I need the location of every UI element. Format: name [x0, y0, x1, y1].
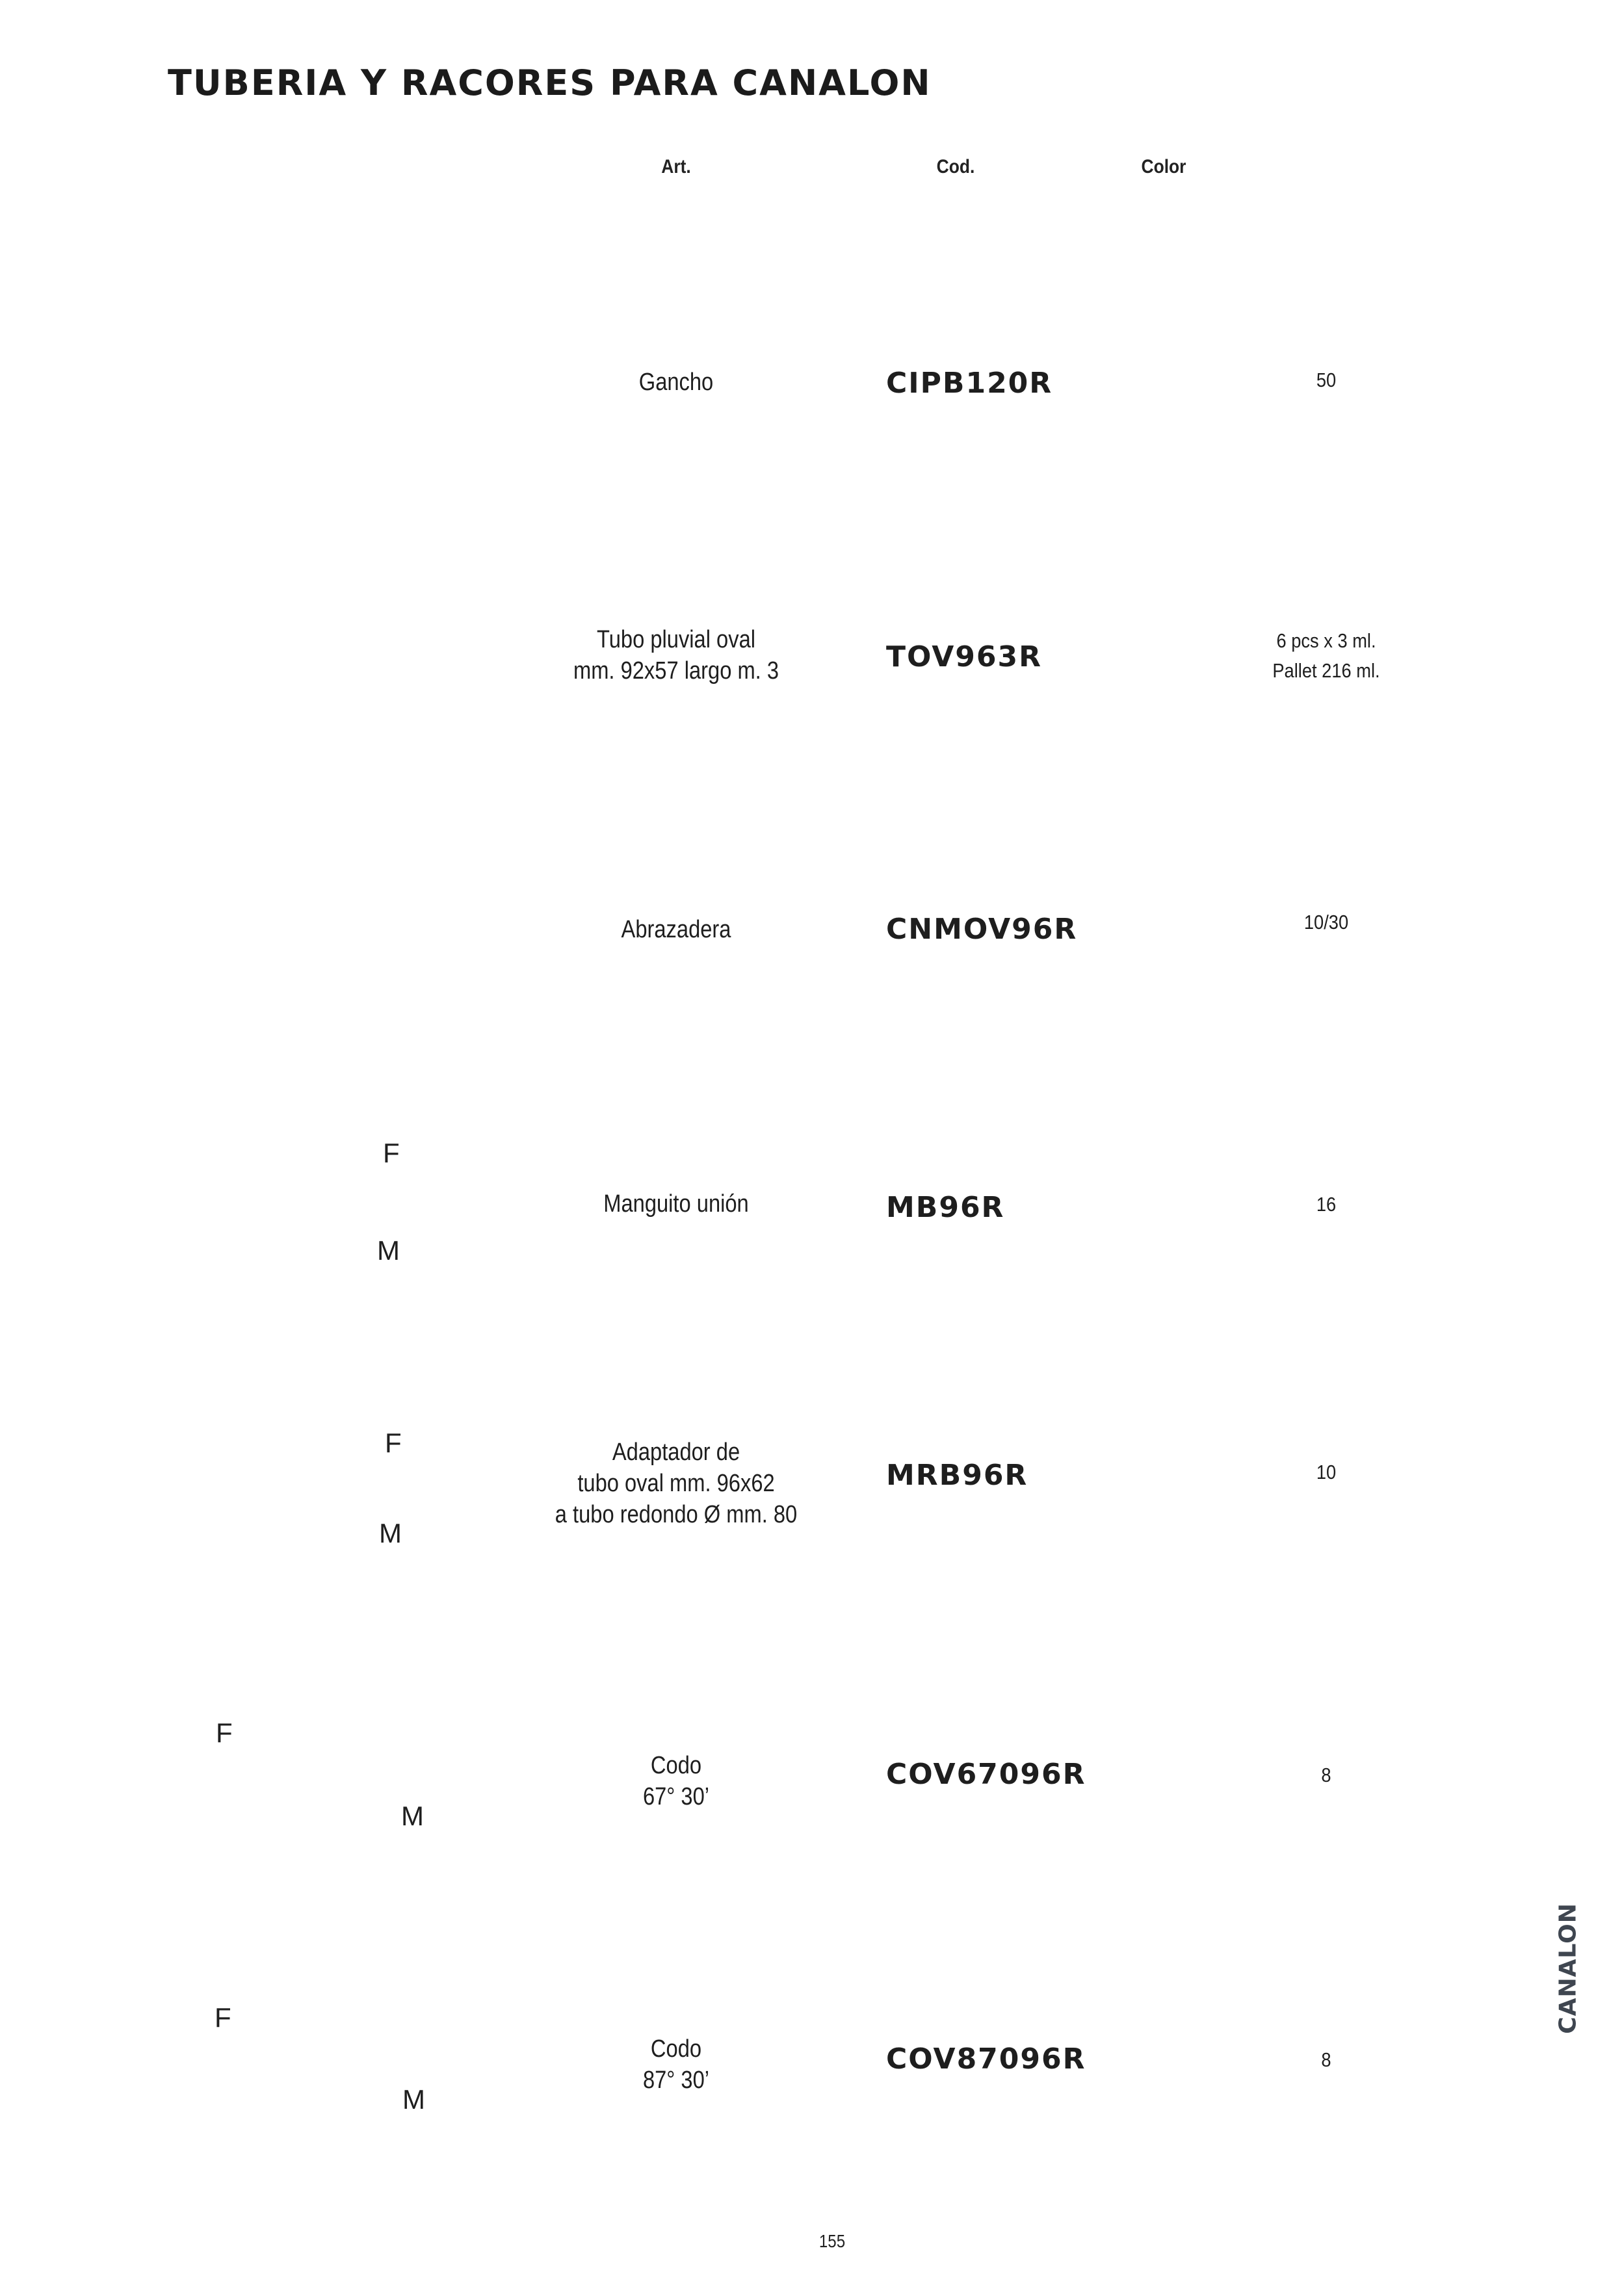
packaging-line: 10 [1316, 1461, 1337, 1483]
product-row-codo-67 [0, 1703, 1622, 1859]
article-line: Abrazadera [621, 916, 731, 943]
product-code: MB96R [886, 1191, 1005, 1224]
product-code: MRB96R [886, 1459, 1028, 1492]
article-description [519, 624, 833, 686]
product-row-codo-87 [0, 1989, 1622, 2145]
article-line: Manguito unión [603, 1190, 749, 1218]
male-end-label: M [379, 1518, 402, 1548]
product-row-manguito-union [0, 1131, 1622, 1287]
article-description [519, 367, 833, 398]
product-code: CIPB120R [886, 367, 1053, 400]
section-side-tab [1536, 1902, 1601, 2034]
product-row-gancho [0, 312, 1622, 468]
article-line: Tubo pluvial oval [596, 626, 756, 653]
female-end-label: F [383, 1138, 400, 1168]
packaging-info [1246, 626, 1406, 686]
product-code: CNMOV96R [886, 913, 1078, 946]
article-description [519, 1750, 833, 1812]
column-header-art: Art. [661, 156, 691, 177]
column-header-color: Color [1141, 156, 1186, 177]
article-line: Gancho [638, 369, 714, 396]
packaging-info [1246, 2045, 1406, 2075]
article-line: Codo [650, 1752, 702, 1779]
packaging-line: 8 [1321, 2048, 1331, 2071]
product-row-abrazadera [0, 845, 1622, 1001]
packaging-line: 16 [1316, 1193, 1337, 1216]
article-description [519, 914, 833, 945]
article-line: mm. 92x57 largo m. 3 [573, 657, 779, 685]
article-line: 67° 30’ [642, 1783, 710, 1810]
article-description [519, 1188, 833, 1220]
product-code: TOV963R [886, 640, 1043, 673]
packaging-line: Pallet 216 ml. [1272, 659, 1380, 682]
female-end-label: F [216, 1717, 233, 1748]
page-title: TUBERIA Y RACORES PARA CANALON [168, 62, 932, 103]
packaging-info [1246, 365, 1406, 395]
female-end-label: F [385, 1428, 402, 1458]
product-code: COV67096R [886, 1758, 1086, 1791]
article-description [519, 1437, 833, 1530]
product-code: COV87096R [886, 2042, 1086, 2076]
male-end-label: M [401, 1801, 424, 1831]
packaging-line: 10/30 [1303, 911, 1349, 933]
product-row-tubo-pluvial [0, 572, 1622, 728]
packaging-line: 50 [1316, 369, 1337, 391]
article-line: Adaptador de [612, 1439, 740, 1466]
page-number: 155 [818, 2231, 846, 2251]
male-end-label: M [377, 1235, 400, 1266]
article-line: Codo [650, 2035, 702, 2063]
male-end-label: M [402, 2084, 425, 2115]
column-header-cod: Cod. [936, 156, 975, 177]
packaging-info [1246, 1457, 1406, 1487]
product-row-adaptador [0, 1417, 1622, 1573]
packaging-info [1246, 1190, 1406, 1220]
packaging-line: 8 [1321, 1764, 1331, 1786]
packaging-line: 6 pcs x 3 ml. [1276, 629, 1376, 652]
packaging-info [1246, 1760, 1406, 1790]
female-end-label: F [215, 2002, 231, 2033]
article-description [519, 2033, 833, 2096]
section-side-tab-label: CANALON [1554, 1902, 1582, 2034]
article-line: tubo oval mm. 96x62 [577, 1470, 775, 1497]
article-line: a tubo redondo Ø mm. 80 [555, 1501, 798, 1528]
article-line: 87° 30’ [642, 2067, 710, 2094]
packaging-info [1246, 907, 1406, 937]
